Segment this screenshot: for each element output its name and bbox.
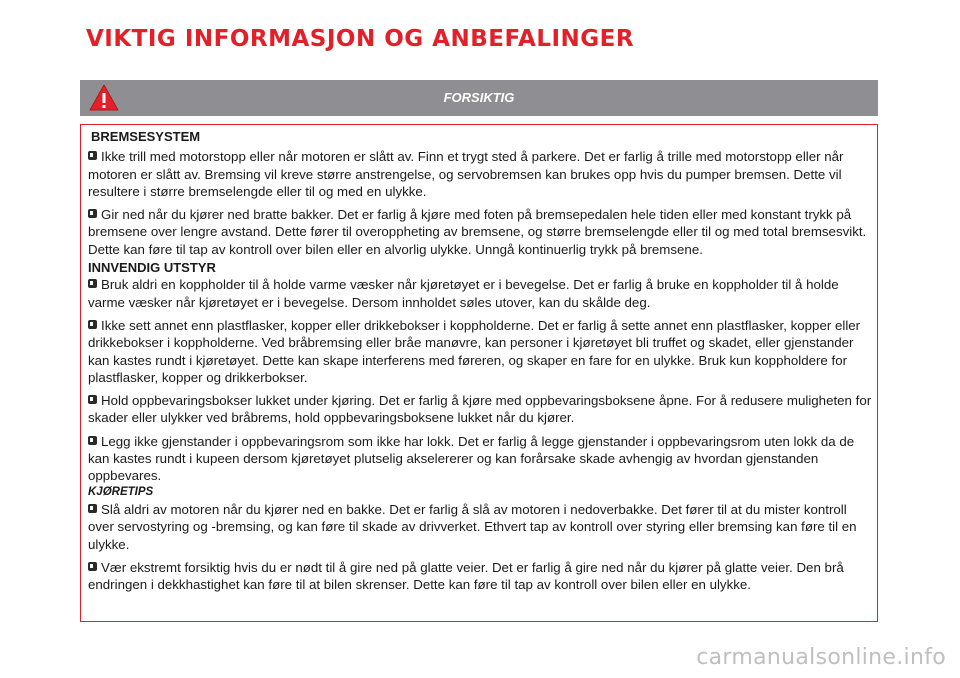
list-item: Slå aldri av motoren når du kjører ned en bakke. Det er farlig å slå av motoren i nedoverbakke. Det fører til at du mister kontroll over servostyring og -bremsing, og kan føre til skade av drivverket. Ethvert tap av kontroll over styring eller bremsing kan føre til en ulykke. — [88, 501, 857, 552]
bullet-icon — [88, 279, 97, 288]
bullet-icon — [88, 151, 97, 160]
section-heading-brakes: BREMSESYSTEM — [91, 129, 201, 144]
section-heading-interior: INNVENDIG UTSTYR — [88, 260, 216, 276]
bullet-icon — [88, 504, 97, 513]
caution-content — [88, 128, 876, 599]
bullet-icon — [88, 562, 97, 571]
bullet-icon — [88, 436, 97, 445]
list-item: Gir ned når du kjører ned bratte bakker. Det er farlig å kjøre med foten på bremsepedalen hele tiden eller med konstant trykk på bremsene over lengre avstand. Dette fører til overoppheting av bremsene, og større bremselengde eller til og med total bremsesvikt. Dette kan føre til tap av kontroll over bilen eller en alvorlig ulykke. Unngå kontinuerlig trykk på bremsene. — [88, 207, 867, 257]
caution-label: FORSIKTIG — [443, 90, 515, 105]
list-item: Ikke sett annet enn plastflasker, kopper eller drikkebokser i koppholderne. Det er farlig å sette annet enn plastflasker, kopper eller drikkebokser i koppholderne. Ved bråbremsing eller bråe manøvre, kan personer i kjøretøyet bli truffet og skadet, eller gjenstander kan kastes rundt i kjøretøyet. Dette kan skape interferens med føreren, og skaper en fare for en ulykke. Bruk kun koppholdere for plastflasker, kopper og drikkerbokser. — [88, 317, 861, 385]
watermark: carmanualsonline.info — [696, 645, 946, 670]
bullet-icon — [88, 209, 97, 218]
bullet-icon — [88, 395, 97, 404]
section-heading-driving-tips: KJØRETIPS — [88, 485, 154, 498]
caution-banner — [80, 80, 878, 116]
page-title: VIKTIG INFORMASJON OG ANBEFALINGER — [86, 26, 635, 52]
list-item: Ikke trill med motorstopp eller når motoren er slått av. Finn et trygt sted å parkere. Det er farlig å trille med motorstopp eller når motoren er slått av. Bremsing vil kreve større anstrengelse, og servobremsen kan brukes opp hvis du pumper bremsen. Dette vil resultere i større bremselengde eller til og med en ulykke. — [88, 149, 844, 199]
bullet-icon — [88, 320, 97, 329]
list-item: Vær ekstremt forsiktig hvis du er nødt til å gire ned på glatte veier. Det er farlig å gire ned når du kjører på glatte veier. Den brå endringen i dekkhastighet kan føre til at bilen skrenser. Dette kan føre til tap av kontroll over bilen eller en ulykke. — [88, 559, 844, 593]
list-item: Legg ikke gjenstander i oppbevaringsrom som ikke har lokk. Det er farlig å legge gjenstander i oppbevaringsrom uten lokk da de kan kastes rundt i kupeen dersom kjøretøyet plutselig akselererer og kan forårsake skade avhengig av hvordan gjenstanden oppbevares. — [88, 433, 855, 484]
list-item: Bruk aldri en koppholder til å holde varme væsker når kjøretøyet er i bevegelse. Det er farlig å bruke en koppholder til å holde varme væsker når kjøretøyet er i bevegelse. Dersom innholdet søles utover, kan du skålde deg. — [88, 277, 839, 310]
list-item: Hold oppbevaringsbokser lukket under kjøring. Det er farlig å kjøre med oppbevaringsboksene åpne. For å redusere muligheten for skader eller ulykker ved bråbrems, hold oppbevaringsboksene lukket når du kjører. — [88, 393, 872, 426]
